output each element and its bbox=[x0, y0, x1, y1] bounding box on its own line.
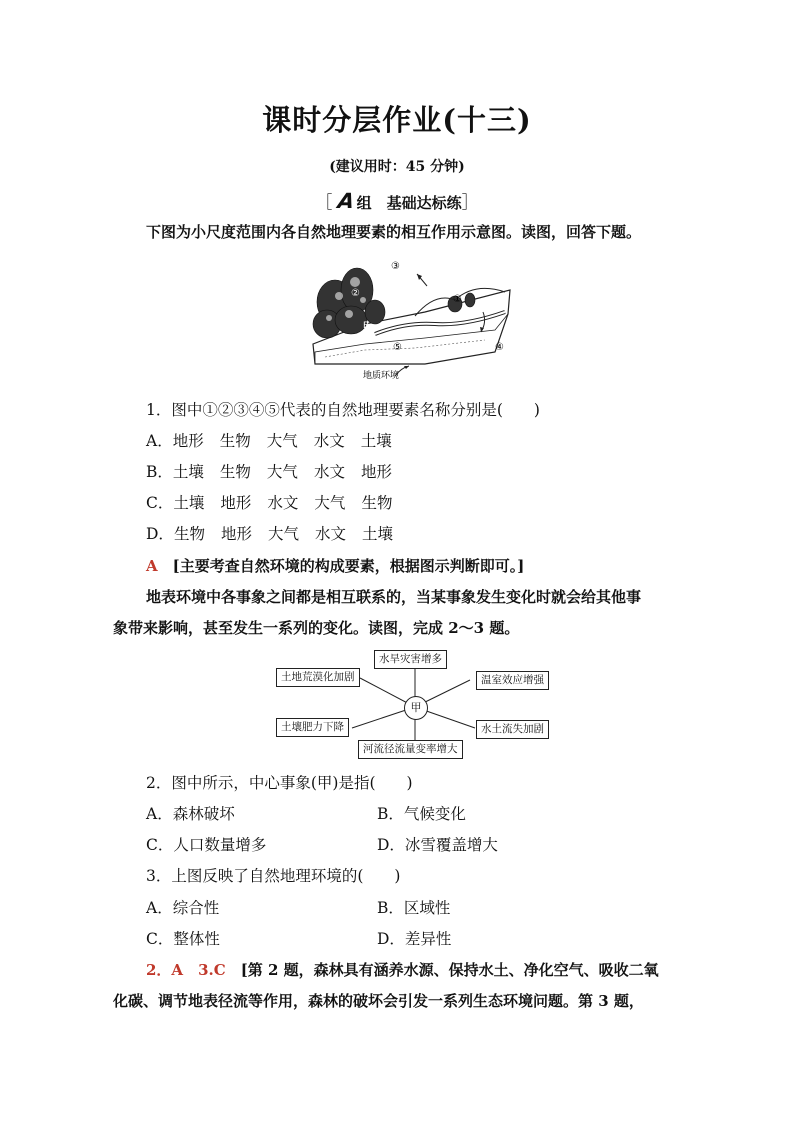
event-soil-fertility: 土壤肥力下降 bbox=[276, 718, 349, 737]
option-term: 生物 bbox=[219, 463, 251, 481]
intro-paragraph-2-line-1: 地表环境中各事象之间都是相互联系的，当某事象发生变化时就会给其他事 bbox=[146, 588, 642, 606]
q1-option-b bbox=[146, 462, 408, 482]
q2-q3-answer-line-1 bbox=[146, 960, 659, 980]
option-letter: C． bbox=[146, 494, 174, 512]
option-term: 水文 bbox=[267, 494, 299, 512]
q2-option-a: A．森林破坏 bbox=[146, 805, 235, 823]
q2-stem: 2．图中所示，中心事象(甲)是指( ) bbox=[146, 774, 413, 792]
group-bracket-close: ］ bbox=[461, 193, 479, 213]
q1-option-d bbox=[146, 524, 409, 544]
q1-option-a bbox=[146, 431, 408, 451]
q2-option-b: B．气候变化 bbox=[377, 805, 466, 823]
group-bracket-open: ［ bbox=[315, 193, 333, 213]
marker-b: B bbox=[363, 321, 370, 331]
q1-option-c bbox=[146, 493, 408, 513]
group-label: 组 基础达标练 bbox=[356, 194, 462, 212]
marker-1: ① bbox=[453, 294, 462, 305]
q2-q3-explanation-1: [第 2 题，森林具有涵养水源、保持水土、净化空气、吸收二氧 bbox=[240, 961, 659, 979]
landscape-diagram bbox=[305, 252, 515, 382]
q3-option-d: D．差异性 bbox=[377, 930, 452, 948]
option-letter: B． bbox=[146, 463, 173, 481]
option-term: 水文 bbox=[313, 432, 345, 450]
page-title: 课时分层作业(十三) bbox=[262, 103, 532, 137]
option-term: 地形 bbox=[360, 463, 392, 481]
group-header bbox=[0, 188, 794, 213]
event-desertification: 土地荒漠化加剧 bbox=[276, 668, 360, 687]
option-term: 大气 bbox=[266, 463, 298, 481]
option-term: 生物 bbox=[361, 494, 393, 512]
q3-option-b: B．区域性 bbox=[377, 899, 451, 917]
center-event: 甲 bbox=[404, 696, 428, 720]
option-term: 大气 bbox=[267, 525, 299, 543]
marker-2: ② bbox=[351, 288, 360, 299]
option-term: 地形 bbox=[220, 494, 252, 512]
option-term: 水文 bbox=[313, 463, 345, 481]
q1-answer-explanation: [主要考查自然环境的构成要素，根据图示判断即可。] bbox=[172, 557, 525, 575]
q2-option-c: C．人口数量增多 bbox=[146, 836, 267, 854]
q1-answer bbox=[146, 556, 524, 576]
option-term: 地形 bbox=[172, 432, 204, 450]
suggested-time: (建议用时：45 分钟) bbox=[329, 159, 465, 175]
marker-4: ④ bbox=[495, 342, 504, 353]
intro-paragraph-1: 下图为小尺度范围内各自然地理要素的相互作用示意图。读图，回答下题。 bbox=[146, 223, 642, 241]
option-term: 土壤 bbox=[172, 463, 204, 481]
option-letter: A． bbox=[146, 432, 173, 450]
option-term: 大气 bbox=[314, 494, 346, 512]
q3-stem: 3．上图反映了自然地理环境的( ) bbox=[146, 867, 401, 885]
group-badge: A bbox=[336, 189, 357, 213]
q3-option-a: A．综合性 bbox=[146, 899, 220, 917]
option-term: 水文 bbox=[314, 525, 346, 543]
event-runoff-variability: 河流径流量变率增大 bbox=[358, 740, 463, 759]
option-letter: D． bbox=[146, 525, 174, 543]
event-flood-drought: 水旱灾害增多 bbox=[374, 650, 447, 669]
event-greenhouse: 温室效应增强 bbox=[476, 671, 549, 690]
q1-stem: 1．图中①②③④⑤代表的自然地理要素名称分别是( ) bbox=[146, 401, 540, 419]
option-term: 生物 bbox=[173, 525, 205, 543]
option-term: 土壤 bbox=[360, 432, 392, 450]
option-term: 大气 bbox=[266, 432, 298, 450]
q2-option-d: D．冰雪覆盖增大 bbox=[377, 836, 498, 854]
marker-3: ③ bbox=[391, 261, 400, 272]
intro-paragraph-2-line-2: 象带来影响，甚至发生一系列的变化。读图，完成 2～3 题。 bbox=[113, 619, 520, 637]
q3-option-c: C．整体性 bbox=[146, 930, 220, 948]
q2-q3-explanation-2: 化碳、调节地表径流等作用，森林的破坏会引发一系列生态环境问题。第 3 题， bbox=[113, 992, 644, 1010]
option-term: 地形 bbox=[220, 525, 252, 543]
cause-effect-diagram bbox=[270, 648, 560, 760]
marker-5: ⑤ bbox=[393, 342, 402, 353]
q2-q3-answer-letters: 2．A 3.C bbox=[146, 961, 226, 979]
option-term: 生物 bbox=[219, 432, 251, 450]
event-soil-erosion: 水土流失加剧 bbox=[476, 720, 549, 739]
option-term: 土壤 bbox=[362, 525, 394, 543]
option-term: 土壤 bbox=[173, 494, 205, 512]
geo-environment-label: 地质环境 bbox=[363, 371, 400, 381]
q1-answer-letter: A bbox=[146, 557, 158, 575]
